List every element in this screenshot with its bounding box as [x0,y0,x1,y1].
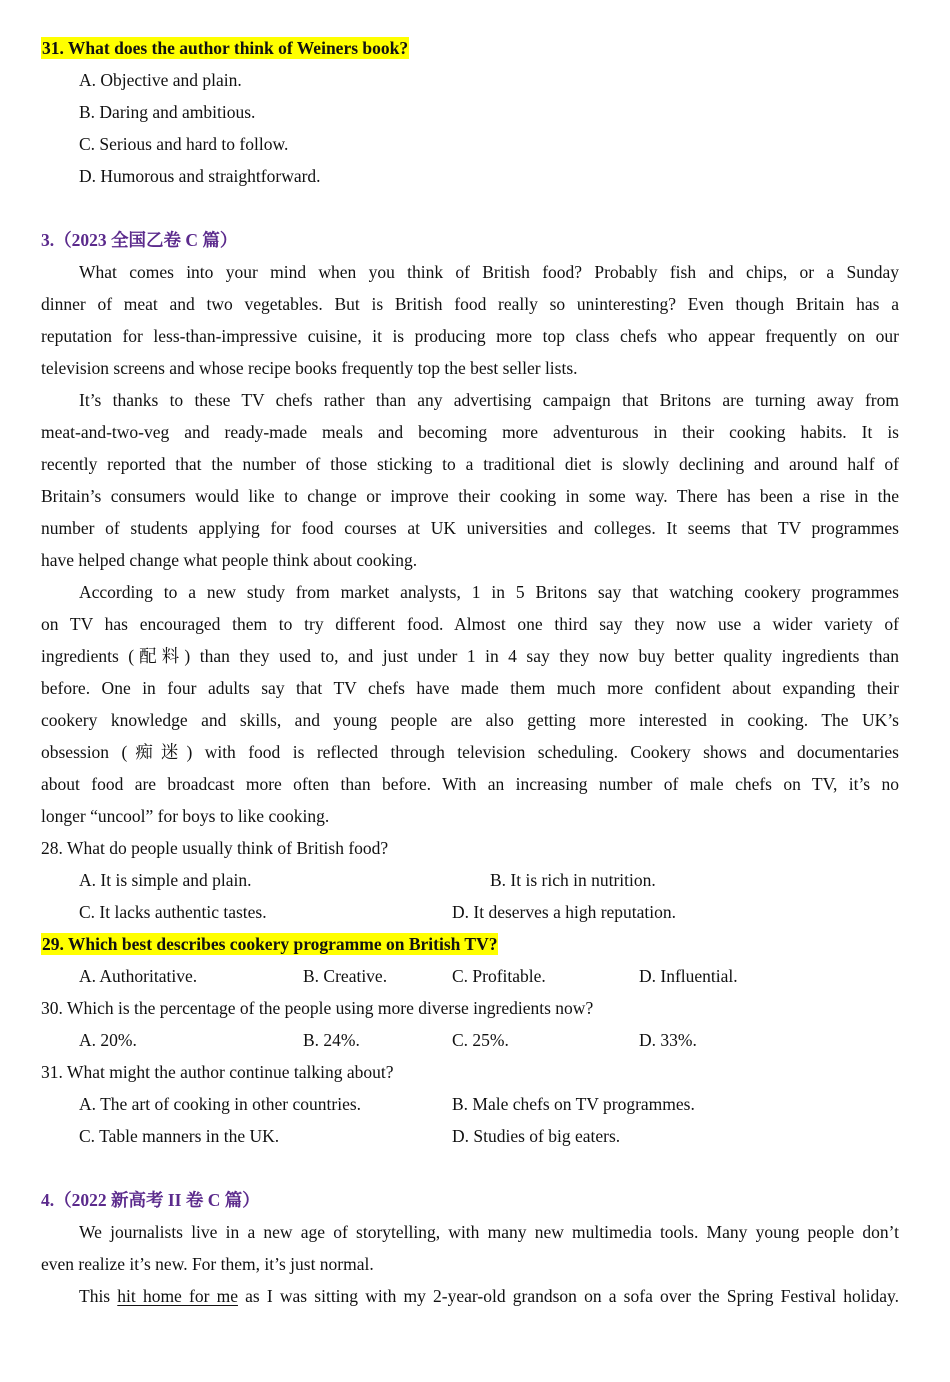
question-30: 30. Which is the percentage of the people using more diverse ingredients now? [41,998,594,1018]
passage-line: longer “uncool” for boys to like cooking. [41,806,330,826]
option-a: A. The art of cooking in other countries. [79,1094,362,1114]
highlighted-question: 29. Which best describes cookery programme on British TV? [42,934,498,954]
option-b: B. Daring and ambitious. [79,102,256,122]
option-d: D. Humorous and straightforward. [79,166,321,186]
passage-line: recently reported that the number of those sticking to a traditional diet is slowly declining and around half of [41,454,899,474]
passage-line: on TV has encouraged them to try different food. Almost one third say they now use a wider variety of [41,614,899,634]
highlighted-question: 31. What does the author think of Weiners book? [42,38,409,58]
passage-line: number of students applying for food courses at UK universities and colleges. It seems that TV programmes [41,518,899,538]
passage-line: about food are broadcast more often than before. With an increasing number of male chefs on TV, it’s no [41,774,899,794]
passage-line: even realize it’s new. For them, it’s just normal. [41,1254,374,1274]
text-run: This [79,1286,118,1306]
question-31-options-row [41,1120,899,1152]
passage-line: Britain’s consumers would like to change or improve their cooking in some way. There has been a rise in the [41,486,899,506]
underlined-phrase: hit home for me [117,1286,238,1306]
option-d: D. Studies of big eaters. [452,1126,621,1146]
passage-line: reputation for less-than-impressive cuisine, it is producing more top class chefs who appear frequently on our [41,326,899,346]
option-c: C. Profitable. [452,966,546,986]
option-a: A. Authoritative. [79,966,198,986]
passage-line: television screens and whose recipe books frequently top the best seller lists. [41,358,578,378]
section-3-passage [41,256,899,832]
passage-line: cookery knowledge and skills, and young people are also getting more interested in cooking. The UK’s [41,710,899,730]
passage-line: What comes into your mind when you think of British food? Probably fish and chips, or a Sunday [79,262,899,282]
section-3-heading: 3.（2023 全国乙卷 C 篇） [41,230,238,250]
passage-line: ingredients (配料) than they used to, and just under 1 in 4 say they now buy better quality ingredients than [41,646,899,666]
text-run: as I was sitting with my 2-year-old grandson on a sofa over the Spring Festival holiday. [237,1286,899,1306]
option-c: C. It lacks authentic tastes. [79,902,267,922]
question-31-first [41,32,899,64]
section-4-passage [41,1216,899,1312]
question-29 [41,928,899,960]
section-4-heading: 4.（2022 新高考 II 卷 C 篇） [41,1190,260,1210]
option-c: C. 25%. [452,1030,509,1050]
document-page [41,32,899,1312]
passage-line: dinner of meat and two vegetables. But is British food really so uninteresting? Even though Britain has a [41,294,899,314]
option-c: C. Serious and hard to follow. [79,134,289,154]
option-c: C. Table manners in the UK. [79,1126,280,1146]
passage-line: According to a new study from market analysts, 1 in 5 Britons say that watching cookery programmes [79,582,899,602]
option-a: A. It is simple and plain. [79,870,252,890]
passage-line: It’s thanks to these TV chefs rather than any advertising campaign that Britons are turning away from [79,390,899,410]
option-d: D. 33%. [639,1030,697,1050]
option-a: A. Objective and plain. [79,70,242,90]
question-28-options-row [41,896,899,928]
question-28: 28. What do people usually think of British food? [41,838,389,858]
question-31: 31. What might the author continue talking about? [41,1062,394,1082]
passage-line: meat-and-two-veg and ready-made meals and becoming more adventurous in their cooking habits. It is [41,422,899,442]
question-29-options-row [41,960,899,992]
option-b: B. Male chefs on TV programmes. [452,1094,695,1114]
option-d: D. Influential. [639,966,738,986]
question-30-options-row [41,1024,899,1056]
passage-line: obsession (痴迷) with food is reflected through television scheduling. Cookery shows and documentaries [41,742,899,762]
option-b: B. 24%. [303,1030,360,1050]
question-31-options-row [41,1088,899,1120]
passage-line: have helped change what people think about cooking. [41,550,418,570]
passage-line [41,1280,899,1312]
passage-line: before. One in four adults say that TV chefs have made them much more confident about expanding their [41,678,899,698]
option-b: B. It is rich in nutrition. [490,870,656,890]
passage-line: We journalists live in a new age of storytelling, with many new multimedia tools. Many young people don’t [79,1222,899,1242]
option-a: A. 20%. [79,1030,137,1050]
question-28-options-row [41,864,899,896]
option-d: D. It deserves a high reputation. [452,902,677,922]
option-b: B. Creative. [303,966,388,986]
